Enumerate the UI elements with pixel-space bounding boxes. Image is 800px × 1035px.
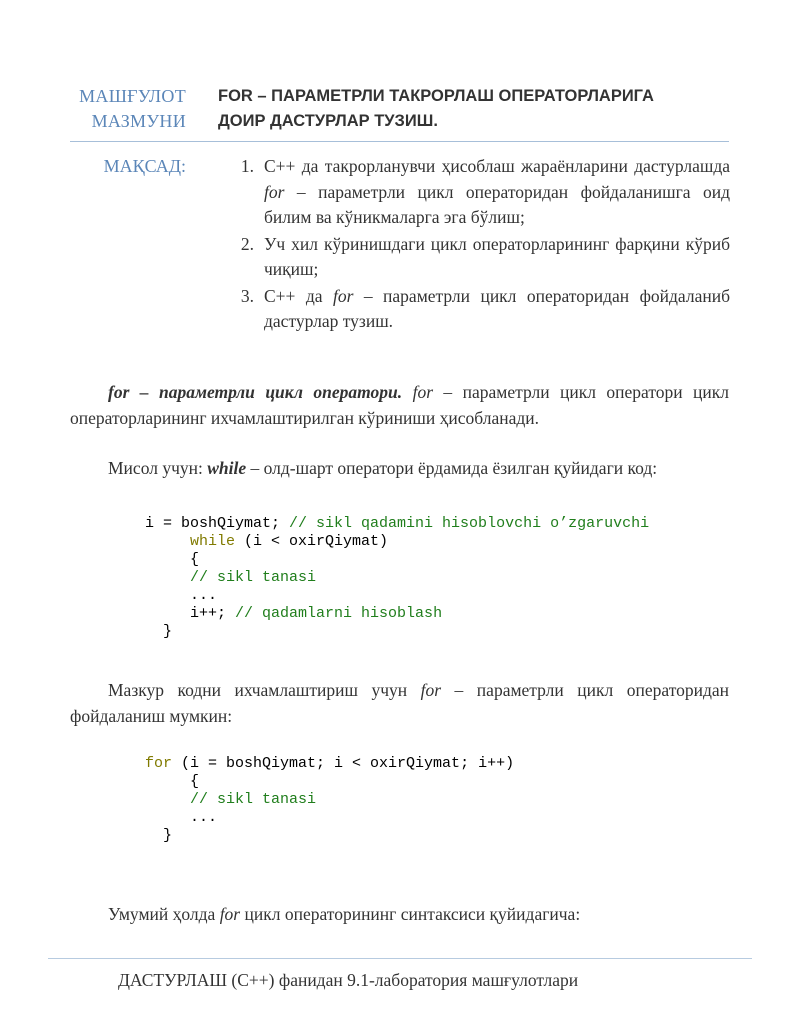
aim-label: МАҚСАД: (103, 156, 186, 176)
intro-paragraph (70, 379, 729, 431)
code-line (145, 515, 649, 532)
code-comment: // sikl qadamini hisoblovchi o’zgaruvchi (289, 515, 650, 532)
code-comment: // sikl tanasi (190, 791, 317, 808)
example-keyword: while (207, 458, 247, 478)
code-text: { (190, 773, 200, 790)
code-text: ... (190, 809, 218, 826)
code-line (145, 755, 514, 772)
aim-item-keyword: for (332, 285, 354, 306)
lesson-content-label-line2: МАЗМУНИ (91, 111, 186, 131)
lesson-content-label-line1: МАШҒУЛОТ (79, 86, 186, 106)
general-text: цикл операторининг синтаксиси қуйидагича: (240, 904, 581, 924)
aim-item-number: 1. (240, 156, 254, 176)
aim-item (218, 284, 730, 335)
code-line (145, 587, 217, 604)
compact-keyword: for (420, 680, 442, 700)
code-line (145, 605, 442, 622)
code-text: ... (190, 587, 218, 604)
aim-item-text-part: С++ да такрорланувчи ҳисоблаш жараёнларини дастурлашда (264, 156, 730, 176)
general-paragraph (70, 901, 729, 927)
lesson-title (218, 84, 738, 134)
compact-paragraph (70, 677, 729, 729)
aim-item-number: 3. (240, 285, 254, 306)
example-lead: Мисол учун: (108, 458, 208, 478)
lesson-title-line1: FOR – ПАРАМЕТРЛИ ТАКРОРЛАШ ОПЕРАТОРЛАРИГА (218, 87, 654, 105)
header-divider (70, 141, 729, 142)
code-line (145, 773, 199, 790)
code-block-for (145, 755, 514, 845)
code-text: i++; (190, 605, 236, 622)
code-comment: // qadamlarni hisoblash (235, 605, 443, 622)
code-keyword: while (190, 533, 236, 550)
code-text: } (163, 827, 173, 844)
compact-lead: Мазкур кодни ихчамлаштириш учун (108, 680, 421, 700)
footer-divider (48, 958, 752, 959)
code-text: i = boshQiymat; (145, 515, 290, 532)
aim-list (218, 154, 730, 336)
aim-item-text (264, 232, 730, 283)
footer-text: ДАСТУРЛАШ (С++) фанидан 9.1-лаборатория машғулотлари (118, 970, 579, 990)
intro-text: – параметрли цикл оператори цикл операторларининг ихчамлаштирилган кўриниши ҳисобланади. (70, 382, 729, 428)
code-line (145, 623, 172, 640)
code-block-while (145, 515, 649, 641)
intro-keyword: for (412, 382, 434, 402)
example-text: – олд-шарт оператори ёрдамида ёзилган қуйидаги код: (246, 458, 658, 478)
aim-item-text (264, 154, 730, 231)
aim-item-text-part: С++ да (264, 285, 333, 306)
code-comment: // sikl tanasi (190, 569, 317, 586)
code-line (145, 791, 316, 808)
lesson-title-line2: ДОИР ДАСТУРЛАР ТУЗИШ. (218, 112, 438, 130)
aim-item-text-part: – параметрли цикл операторидан фойдаланиб дастурлар тузиш. (264, 285, 730, 331)
code-text: { (190, 551, 200, 568)
code-text: (i = boshQiymat; i < oxirQiymat; i++) (172, 755, 515, 772)
aim-item-text (264, 284, 730, 335)
code-line (145, 569, 316, 586)
code-line (145, 827, 172, 844)
aim-item-keyword: for (264, 181, 285, 202)
example-paragraph (70, 455, 729, 481)
aim-item-text-part: – параметрли цикл операторидан фойдаланишга оид билим ва кўникмаларга эга бўлиш; (264, 181, 730, 227)
code-text: } (163, 623, 173, 640)
aim-item (218, 232, 730, 283)
code-line (145, 551, 199, 568)
general-lead: Умумий ҳолда (108, 904, 220, 924)
aim-item-number: 2. (240, 233, 254, 254)
code-text: (i < oxirQiymat) (235, 533, 389, 550)
aim-item (218, 154, 730, 231)
code-keyword: for (145, 755, 173, 772)
general-keyword: for (219, 904, 241, 924)
intro-bold-lead: for – параметрли цикл оператори. (108, 382, 403, 402)
code-line (145, 533, 388, 550)
compact-text: – параметрли цикл операторидан фойдаланиш мумкин: (70, 680, 730, 726)
code-line (145, 809, 217, 826)
aim-item-text-part: Уч хил кўринишдаги цикл операторларининг фарқини кўриб чиқиш; (264, 233, 730, 279)
lesson-content-label (60, 84, 186, 134)
